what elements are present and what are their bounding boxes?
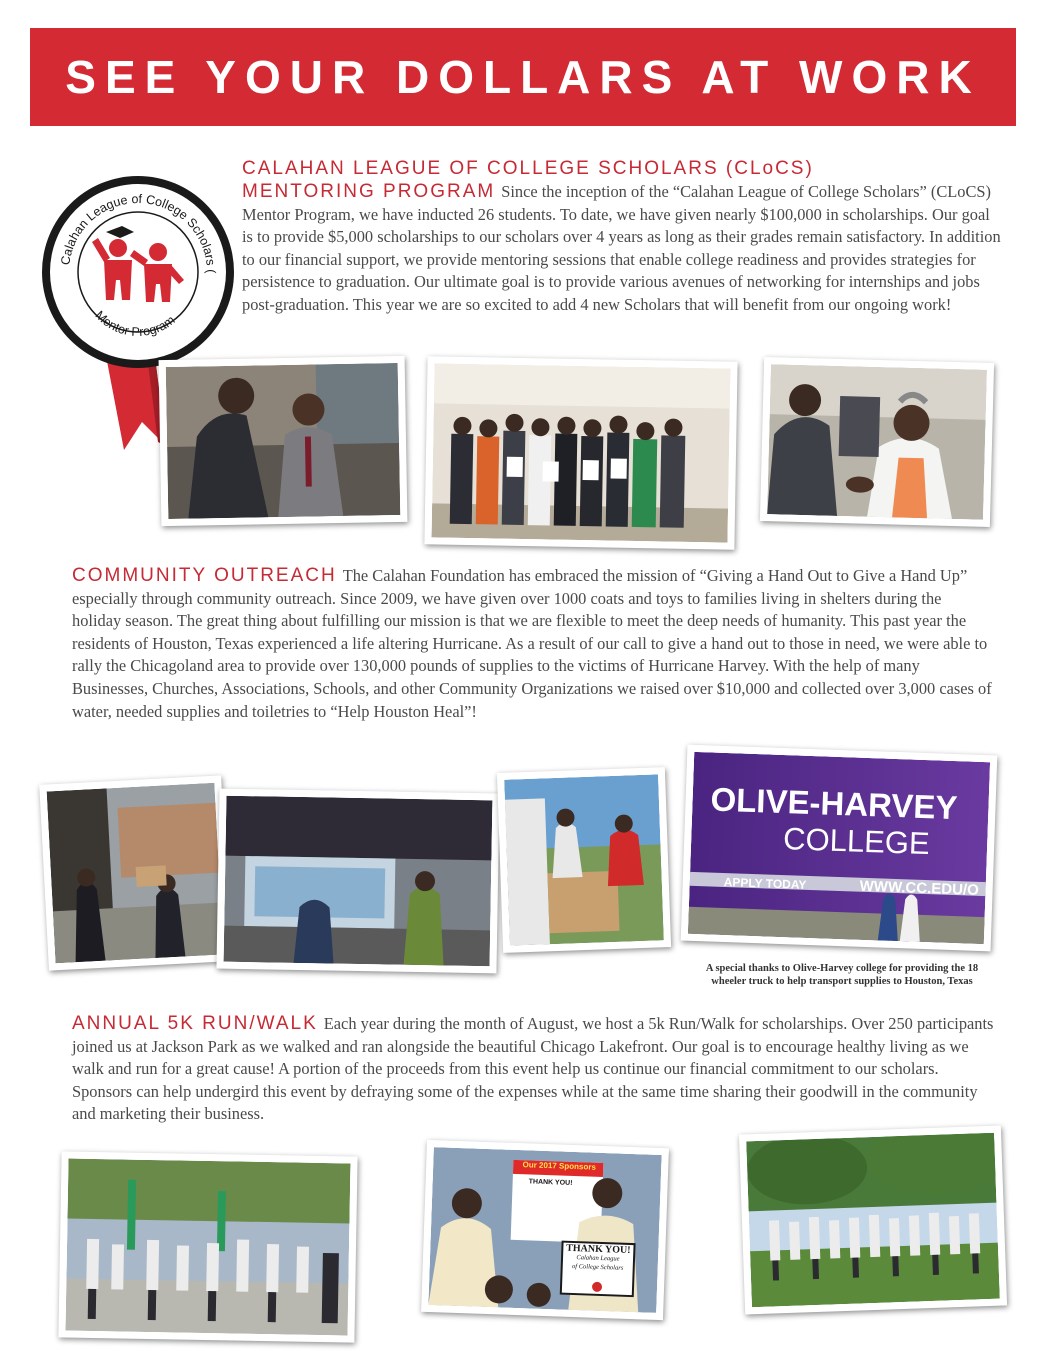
photo-water-truck [216, 789, 499, 974]
photo-olive-harvey-truck [681, 745, 998, 952]
photo-scholars-group [424, 356, 737, 549]
mentoring-heading-line1: CALAHAN LEAGUE OF COLLEGE SCHOLARS (CLoCS) [242, 158, 814, 179]
photo-park-crowd [739, 1125, 1007, 1314]
outreach-body [72, 565, 992, 723]
photo-sponsors [421, 1140, 669, 1320]
truck-sign-url: WWW.CC.EDU/O [859, 877, 980, 899]
truck-caption [672, 962, 1012, 988]
truck-caption-line2: wheeler truck to help transport supplies to Houston, Texas [711, 976, 973, 987]
truck-caption-line1: A special thanks to Olive-Harvey college for providing the 18 [705, 963, 979, 974]
photo-mentor-pin [159, 356, 408, 526]
sponsor-banner-text: Our 2017 Sponsors [522, 1160, 597, 1172]
run-body-text: Each year during the month of August, we host a 5k Run/Walk for scholarships. Over 250 participants joined us at Jackson Park as we walked and ran alongside the beautiful Chicago Lakefront. Our goal is to encourage healthy living as we walk and run for a great cause! A portion of the proceeds from this event help us continue our financial commitment to our scholars. Sponsors can help undergird this event by defraying some of the expenses while at the same time sharing their goodwill in the community and marketing their business. [72, 1014, 994, 1124]
logo-ring-text-bottom: Mentor Program [92, 308, 178, 340]
truck-sign-line2: COLLEGE [782, 821, 931, 862]
sponsor-card-line2: of College Scholars [571, 1262, 624, 1272]
run-body [72, 1013, 998, 1126]
sponsor-card-line1: Calahan League [576, 1254, 620, 1263]
truck-sign-apply: APPLY TODAY [723, 875, 807, 892]
outreach-heading: COMMUNITY OUTREACH [72, 565, 337, 586]
run-section [72, 1013, 998, 1126]
mentoring-heading-line2: MENTORING PROGRAM [242, 181, 496, 202]
sponsor-sign [428, 1147, 661, 1313]
outreach-section [72, 565, 992, 723]
photo-boxes [497, 767, 671, 953]
sponsor-thank-text: THANK YOU! [528, 1178, 573, 1187]
logo-ring-text-top: Calahan League of College Scholars ( [58, 191, 219, 274]
photo-kids-truck [39, 775, 230, 970]
sponsor-card [564, 1244, 633, 1273]
run-heading: ANNUAL 5K RUN/WALK [72, 1013, 318, 1034]
truck-sign [688, 752, 990, 944]
banner-title: SEE YOUR DOLLARS AT WORK [65, 51, 981, 103]
mentoring-body [242, 181, 1002, 317]
sponsor-card-title: THANK YOU! [565, 1242, 631, 1256]
photo-handshake [760, 357, 994, 527]
mentoring-body-text: Since the inception of the “Calahan League of College Scholars” (CLoCS) Mentor Program, we have inducted 26 students. To date, we have given nearly $100,000 in scholarships. Our goal is to provide $5,000 scholarships to our scholars over 4 years as long as their grades remain satisfactory. In addition to our financial support, we provide mentoring sessions that enable college readiness and provides strategies for persistence to graduation. Our ultimate goal is to provide various avenues of networking for internships and jobs post-graduation. This year we are so excited to add 4 new Scholars that will benefit from our ongoing work! [242, 182, 1001, 314]
photo-runners [58, 1151, 357, 1342]
outreach-body-text: The Calahan Foundation has embraced the mission of “Giving a Hand Out to Give a Hand Up” especially through community outreach. Since 2009, we have given over 1000 coats and toys to families living in shelters during the holiday season. The great thing about fulfilling our mission is that we are flexible to meet the deep needs of humanity. This past year the residents of Houston, Texas experienced a life altering Hurricane. As a result of our call to give a hand out to those in need, we were able to rally the Chicagoland area to provide over 130,000 pounds of supplies to the victims of Hurricane Harvey. With the help of many Businesses, Churches, Associations, Schools, and other Community Organizations we raised over $10,000 and collected over 3,000 cases of water, needed supplies and toiletries to “Help Houston Heal”! [72, 566, 992, 721]
page-banner [30, 28, 1016, 126]
truck-sign-line1: OLIVE-HARVEY [709, 780, 959, 827]
mentoring-section [242, 156, 1002, 317]
